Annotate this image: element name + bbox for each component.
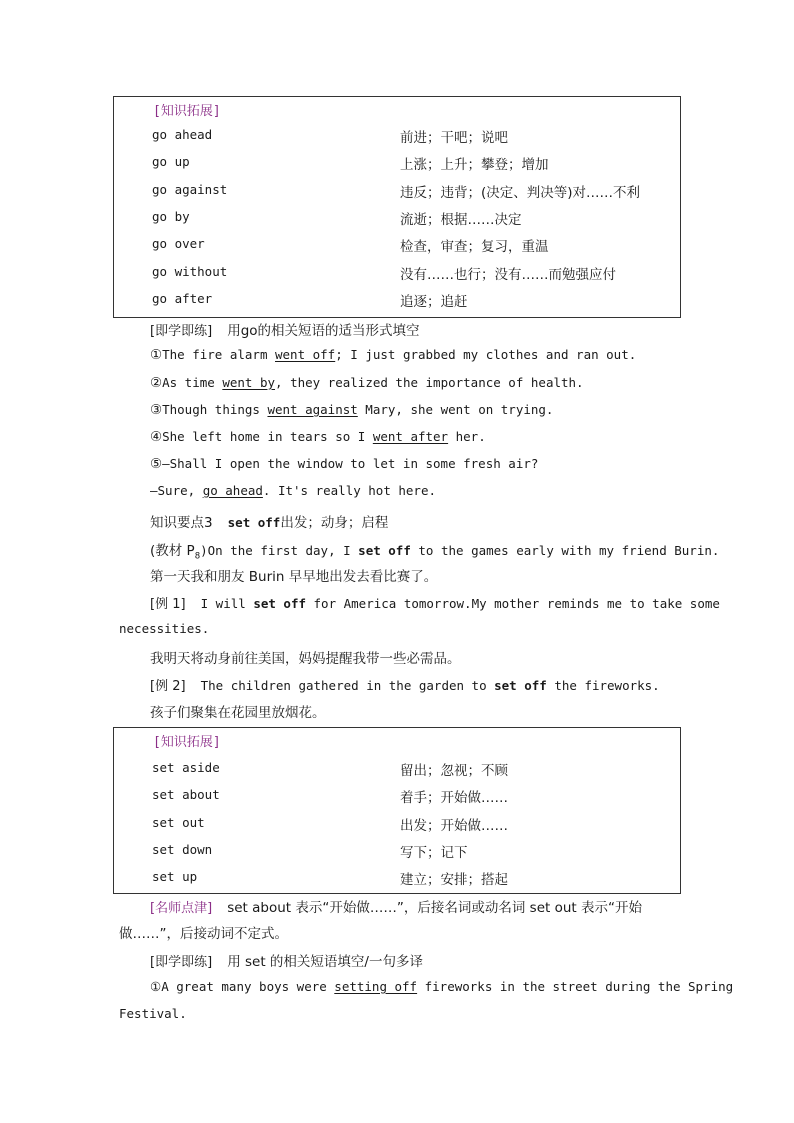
- point-meaning: 出发；动身；启程: [280, 515, 389, 531]
- box-title: [知识拓展]: [153, 735, 221, 750]
- phrase-row: [114, 869, 680, 896]
- phrase-zh: 出发；开始做……: [400, 817, 508, 834]
- phrase-row: [114, 127, 680, 154]
- phrase-row: [114, 209, 680, 236]
- practice-item: ①The fire alarm went off; I just grabbed my clothes and ran out.: [150, 347, 637, 363]
- phrase-zh: 追逐；追赶: [400, 293, 468, 310]
- example-2: [例 2] The children gathered in the garden to set off the fireworks.: [150, 678, 660, 694]
- phrase-row: [114, 842, 680, 869]
- phrase-zh: 检查，审查；复习，重温: [400, 239, 549, 256]
- source-sentence: (教材 $P_8)On$ the first day, I set off to the games early with my friend Burin.: [150, 543, 720, 562]
- phrase-row: [114, 236, 680, 263]
- source-translation: 第一天我和朋友 Burin 早早地出发去看比赛了。: [150, 569, 438, 585]
- phrase-en: set about: [152, 787, 220, 803]
- point-heading: [150, 511, 388, 531]
- phrase-row: [114, 815, 680, 842]
- phrase-zh: 留出；忽视；不顾: [400, 763, 508, 779]
- phrase-en: go by: [152, 208, 190, 224]
- phrase-zh: 上涨；上升；攀登；增加: [400, 157, 549, 174]
- phrase-en: go up: [152, 154, 190, 170]
- phrase-zh: 建立；安排；搭起: [400, 872, 508, 889]
- practice-header: [150, 319, 420, 339]
- phrase-en: set out: [152, 814, 205, 830]
- phrase-row: [114, 291, 680, 318]
- practice-item: ⑤—Shall I open the window to let in some fresh air?: [150, 456, 539, 472]
- practice-item: ③Though things went against Mary, she went on trying.: [150, 402, 554, 418]
- answer-blank: went off: [275, 347, 336, 362]
- phrase-en: go ahead: [152, 127, 213, 142]
- practice-header-2: [即学即练] 用 set 的相关短语填空/一句多译: [150, 954, 423, 970]
- practice-2-item-1-cont: Festival.: [119, 1006, 187, 1021]
- practice-item: ②As time went by, they realized the importance of health.: [150, 375, 584, 391]
- answer-blank: went against: [267, 402, 358, 417]
- practice-item: ④She left home in tears so I went after her.: [150, 429, 486, 445]
- point-phrase: set off: [227, 515, 281, 530]
- teacher-tip-cont: 做……”，后接动词不定式。: [119, 926, 288, 942]
- practice-tag: [即学即练]: [150, 324, 213, 339]
- answer-blank: went by: [222, 375, 276, 390]
- phrase-en: set down: [152, 841, 213, 857]
- answer-blank: go ahead: [202, 483, 263, 498]
- teacher-tip: [名师点津] set about 表示“开始做……”，后接名词或动名词 set out 表示“开始: [150, 900, 642, 916]
- point-label: 知识要点3: [150, 515, 213, 531]
- phrase-en: go over: [152, 236, 205, 252]
- knowledge-box-go: [113, 96, 681, 318]
- phrase-row: [114, 760, 680, 787]
- knowledge-box-set: [113, 727, 681, 894]
- phrase-zh: 流逝；根据……决定: [400, 211, 522, 228]
- phrase-en: set up: [152, 869, 198, 885]
- practice-2-item-1: ①A great many boys were setting off fireworks in the street during the Spring: [150, 979, 734, 994]
- phrase-row: [114, 154, 680, 181]
- phrase-en: set aside: [152, 760, 220, 775]
- tip-tag: [名师点津]: [150, 901, 213, 916]
- phrase-zh: 写下；记下: [400, 844, 468, 861]
- phrase-row: [114, 787, 680, 814]
- answer-blank: went after: [372, 429, 449, 444]
- example-1: [例 1] I will set off for America tomorrow.My mother reminds me to take some: [150, 596, 720, 612]
- phrase-zh: 前进；干吧；说吧: [400, 130, 508, 146]
- example-1-cont: necessities.: [119, 621, 210, 636]
- phrase-row: [114, 264, 680, 291]
- answer-blank: setting off: [334, 979, 418, 994]
- phrase-zh: 着手；开始做……: [400, 790, 508, 807]
- box-title: [知识拓展]: [153, 104, 221, 119]
- practice-instruction: 用go的相关短语的适当形式填空: [227, 323, 420, 339]
- phrase-en: go without: [152, 263, 228, 279]
- phrase-zh: 没有……也行；没有……而勉强应付: [400, 266, 616, 283]
- practice-item: —Sure, go ahead. It's really hot here.: [150, 483, 436, 498]
- example-2-translation: 孩子们聚集在花园里放烟花。: [150, 705, 326, 721]
- phrase-en: go against: [152, 181, 228, 197]
- phrase-row: [114, 182, 680, 209]
- example-1-translation: 我明天将动身前往美国，妈妈提醒我带一些必需品。: [150, 651, 461, 667]
- phrase-en: go after: [152, 290, 213, 306]
- phrase-zh: 违反；违背；(决定、判决等)对……不利: [400, 184, 641, 201]
